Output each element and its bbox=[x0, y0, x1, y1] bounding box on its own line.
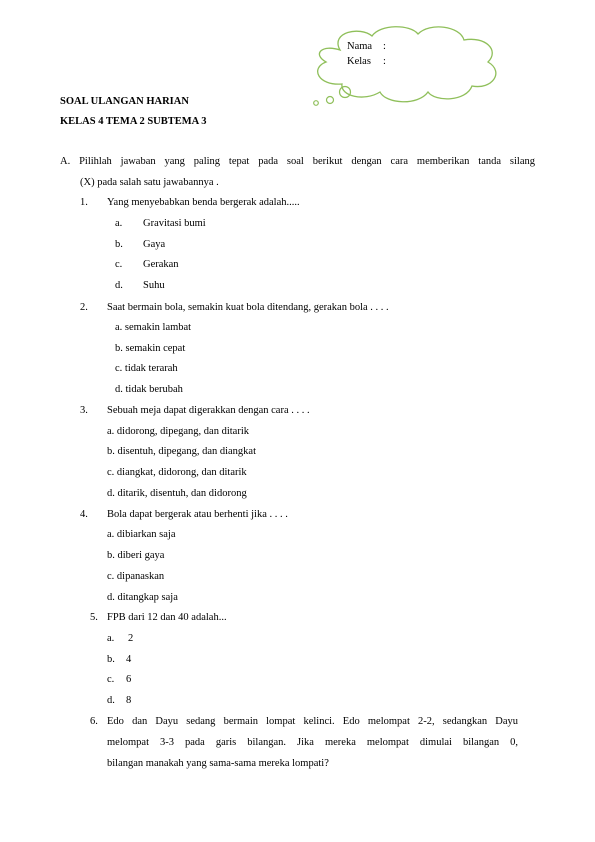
q5-option-c-text: 6 bbox=[126, 674, 132, 685]
q3-option-a: a. didorong, dipegang, dan ditarik bbox=[107, 426, 250, 437]
q5-option-d-letter: d. bbox=[107, 695, 115, 706]
class-label: Kelas bbox=[347, 56, 371, 67]
name-colon: : bbox=[383, 41, 386, 52]
question-6-line-1: Edo dan Dayu sedang bermain lompat kelinci. Edo melompat 2-2, sedangkan Dayu bbox=[107, 716, 518, 727]
question-5-text: FPB dari 12 dan 40 adalah... bbox=[107, 612, 227, 623]
question-6-line-2: melompat 3-3 pada garis bilangan. Jika mereka melompat dimulai bilangan 0, bbox=[107, 737, 518, 748]
question-6-number: 6. bbox=[90, 716, 98, 727]
class-colon: : bbox=[383, 56, 386, 67]
question-1-text: Yang menyebabkan benda bergerak adalah..... bbox=[107, 197, 300, 208]
name-class-cloud bbox=[300, 20, 510, 110]
question-4-number: 4. bbox=[80, 509, 88, 520]
instruction-line-1: A. Pilihlah jawaban yang paling tepat pada soal berikut dengan cara memberikan tanda silang bbox=[60, 156, 535, 167]
question-2-text: Saat bermain bola, semakin kuat bola ditendang, gerakan bola . . . . bbox=[107, 302, 389, 313]
q5-option-a-text: 2 bbox=[128, 633, 134, 644]
q2-option-c: c. tidak terarah bbox=[115, 363, 178, 374]
q1-option-a-text: Gravitasi bumi bbox=[143, 218, 206, 229]
q5-option-b-text: 4 bbox=[126, 654, 132, 665]
q2-option-b: b. semakin cepat bbox=[115, 343, 186, 354]
q1-option-d-letter: d. bbox=[115, 280, 123, 291]
q5-option-a-letter: a. bbox=[107, 633, 115, 644]
q4-option-c: c. dipanaskan bbox=[107, 571, 165, 582]
q1-option-a-letter: a. bbox=[115, 218, 123, 229]
q4-option-b: b. diberi gaya bbox=[107, 550, 165, 561]
q1-option-c-letter: c. bbox=[115, 259, 123, 270]
question-6-line-3: bilangan manakah yang sama-sama mereka lompati? bbox=[107, 758, 329, 769]
q5-option-d-text: 8 bbox=[126, 695, 132, 706]
q2-option-a: a. semakin lambat bbox=[115, 322, 192, 333]
cloud-bubble-small bbox=[314, 101, 319, 106]
question-3-number: 3. bbox=[80, 405, 88, 416]
q5-option-c-letter: c. bbox=[107, 674, 115, 685]
question-1-number: 1. bbox=[80, 197, 88, 208]
cloud-bubble-medium bbox=[327, 97, 334, 104]
q1-option-c-text: Gerakan bbox=[143, 259, 179, 270]
q5-option-b-letter: b. bbox=[107, 654, 115, 665]
q2-option-d: d. tidak berubah bbox=[115, 384, 183, 395]
question-5-number: 5. bbox=[90, 612, 98, 623]
question-2-number: 2. bbox=[80, 302, 88, 313]
question-3-text: Sebuah meja dapat digerakkan dengan cara . . . . bbox=[107, 405, 310, 416]
q4-option-d: d. ditangkap saja bbox=[107, 592, 178, 603]
q1-option-d-text: Suhu bbox=[143, 280, 165, 291]
q3-option-b: b. disentuh, dipegang, dan diangkat bbox=[107, 446, 257, 457]
q1-option-b-letter: b. bbox=[115, 239, 123, 250]
q1-option-b-text: Gaya bbox=[143, 239, 166, 250]
question-4-text: Bola dapat bergerak atau berhenti jika . . . . bbox=[107, 509, 288, 520]
q3-option-d: d. ditarik, disentuh, dan didorong bbox=[107, 488, 247, 499]
instruction-line-2: (X) pada salah satu jawabannya . bbox=[80, 177, 219, 188]
q3-option-c: c. diangkat, didorong, dan ditarik bbox=[107, 467, 247, 478]
page-subtitle: KELAS 4 TEMA 2 SUBTEMA 3 bbox=[60, 116, 207, 127]
name-label: Nama bbox=[347, 41, 373, 52]
page-title: SOAL ULANGAN HARIAN bbox=[60, 96, 189, 107]
q4-option-a: a. dibiarkan saja bbox=[107, 529, 176, 540]
